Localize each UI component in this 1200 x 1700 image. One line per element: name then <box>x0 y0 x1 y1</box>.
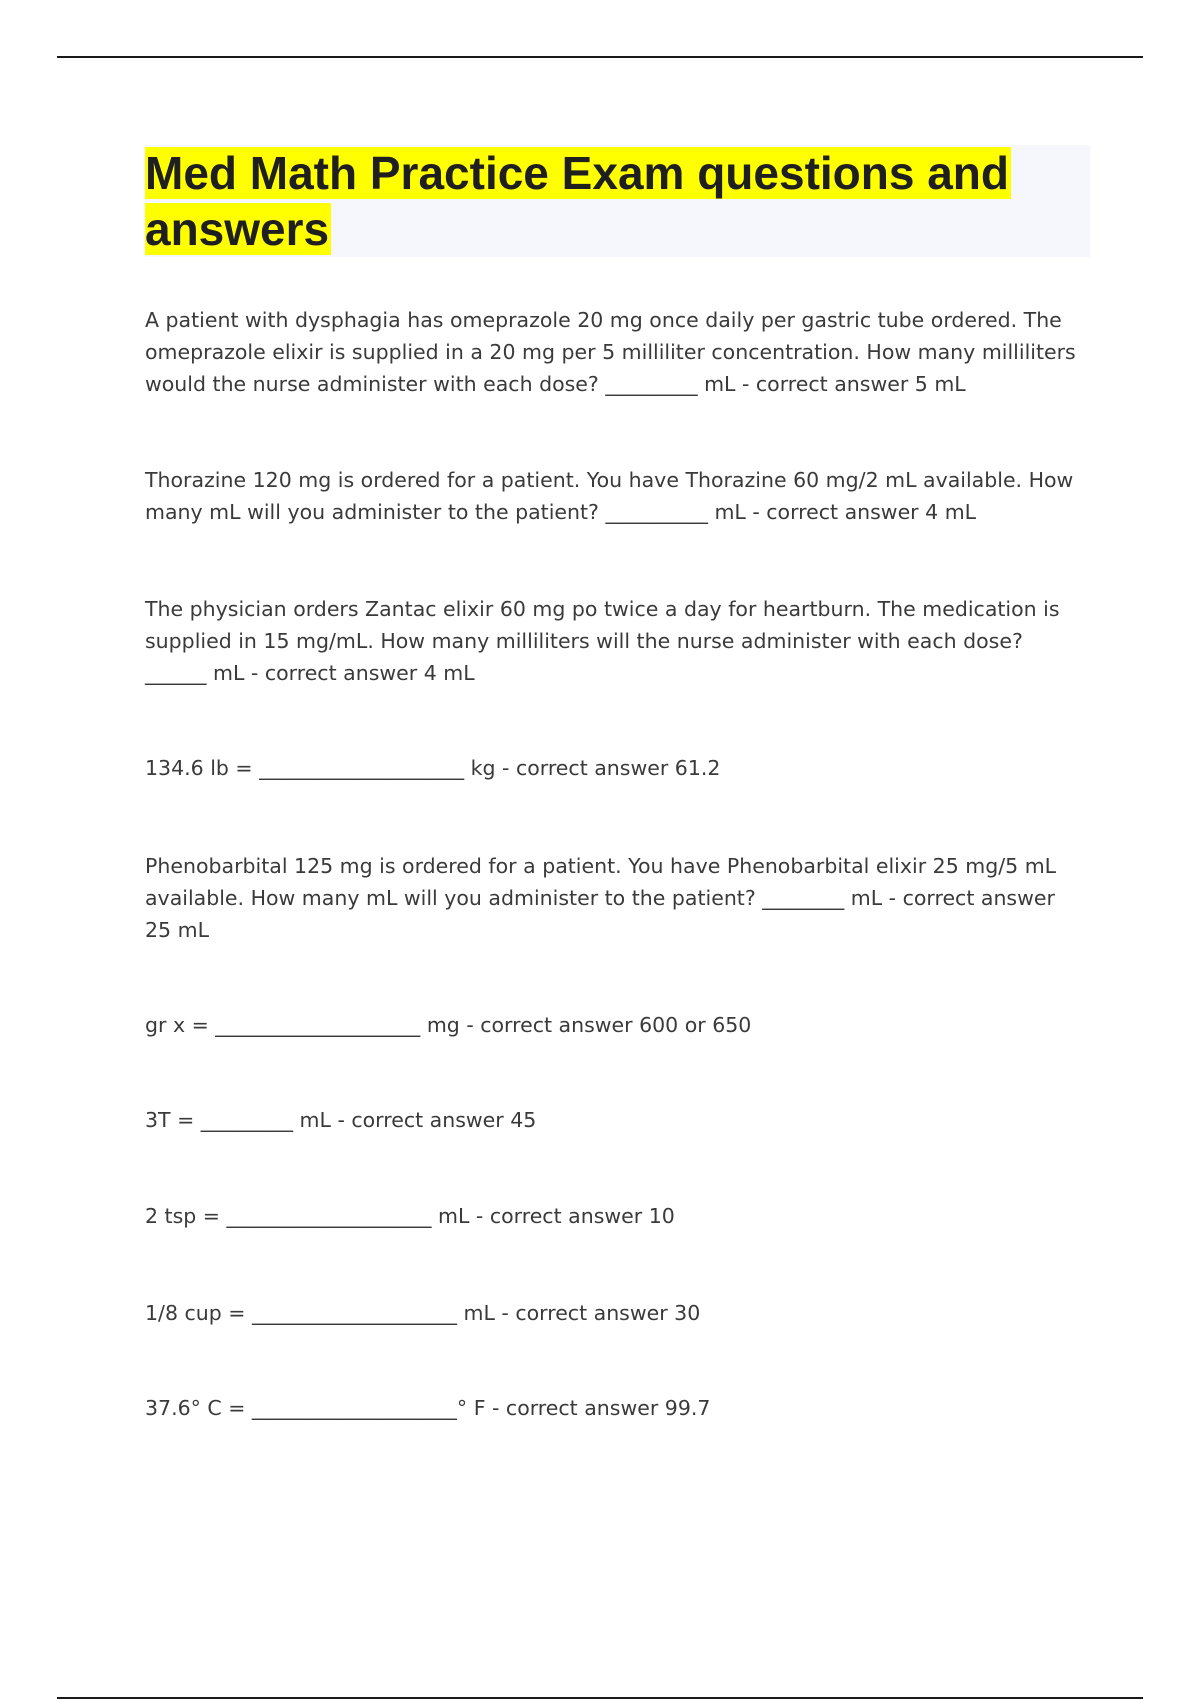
question-answer-3: The physician orders Zantac elixir 60 mg po twice a day for heartburn. The medication is supplied in 15 mg/mL. How many milliliters will the nurse administer with each dose? ______ mL - correct answer 4 mL <box>145 597 1060 685</box>
footer-rule <box>57 1697 1143 1699</box>
question-answer-1: A patient with dysphagia has omeprazole 20 mg once daily per gastric tube ordered. The omeprazole elixir is supplied in a 20 mg per 5 milliliter concentration. How many milliliters would the nurse administer with each dose? _________ mL - correct answer 5 mL <box>145 308 1076 396</box>
question-answer-4: 134.6 lb = ____________________ kg - correct answer 61.2 <box>145 756 721 780</box>
question-answer-5: Phenobarbital 125 mg is ordered for a patient. You have Phenobarbital elixir 25 mg/5 mL available. How many mL will you administer to the patient? ________ mL - correct answer 25 mL <box>145 854 1057 942</box>
question-answer-10: 37.6° C = ____________________° F - correct answer 99.7 <box>145 1396 711 1420</box>
question-answer-6: gr x = ____________________ mg - correct answer 600 or 650 <box>145 1013 752 1037</box>
document-title <box>145 145 1095 257</box>
question-answer-8: 2 tsp = ____________________ mL - correct answer 10 <box>145 1204 675 1228</box>
question-answer-9: 1/8 cup = ____________________ mL - correct answer 30 <box>145 1301 701 1325</box>
document-title-highlight: Med Math Practice Exam questions and answers <box>145 147 1010 255</box>
question-answer-2: Thorazine 120 mg is ordered for a patient. You have Thorazine 60 mg/2 mL available. How many mL will you administer to the patient? __________ mL - correct answer 4 mL <box>145 468 1074 524</box>
question-answer-7: 3T = _________ mL - correct answer 45 <box>145 1108 537 1132</box>
header-rule <box>57 56 1143 58</box>
